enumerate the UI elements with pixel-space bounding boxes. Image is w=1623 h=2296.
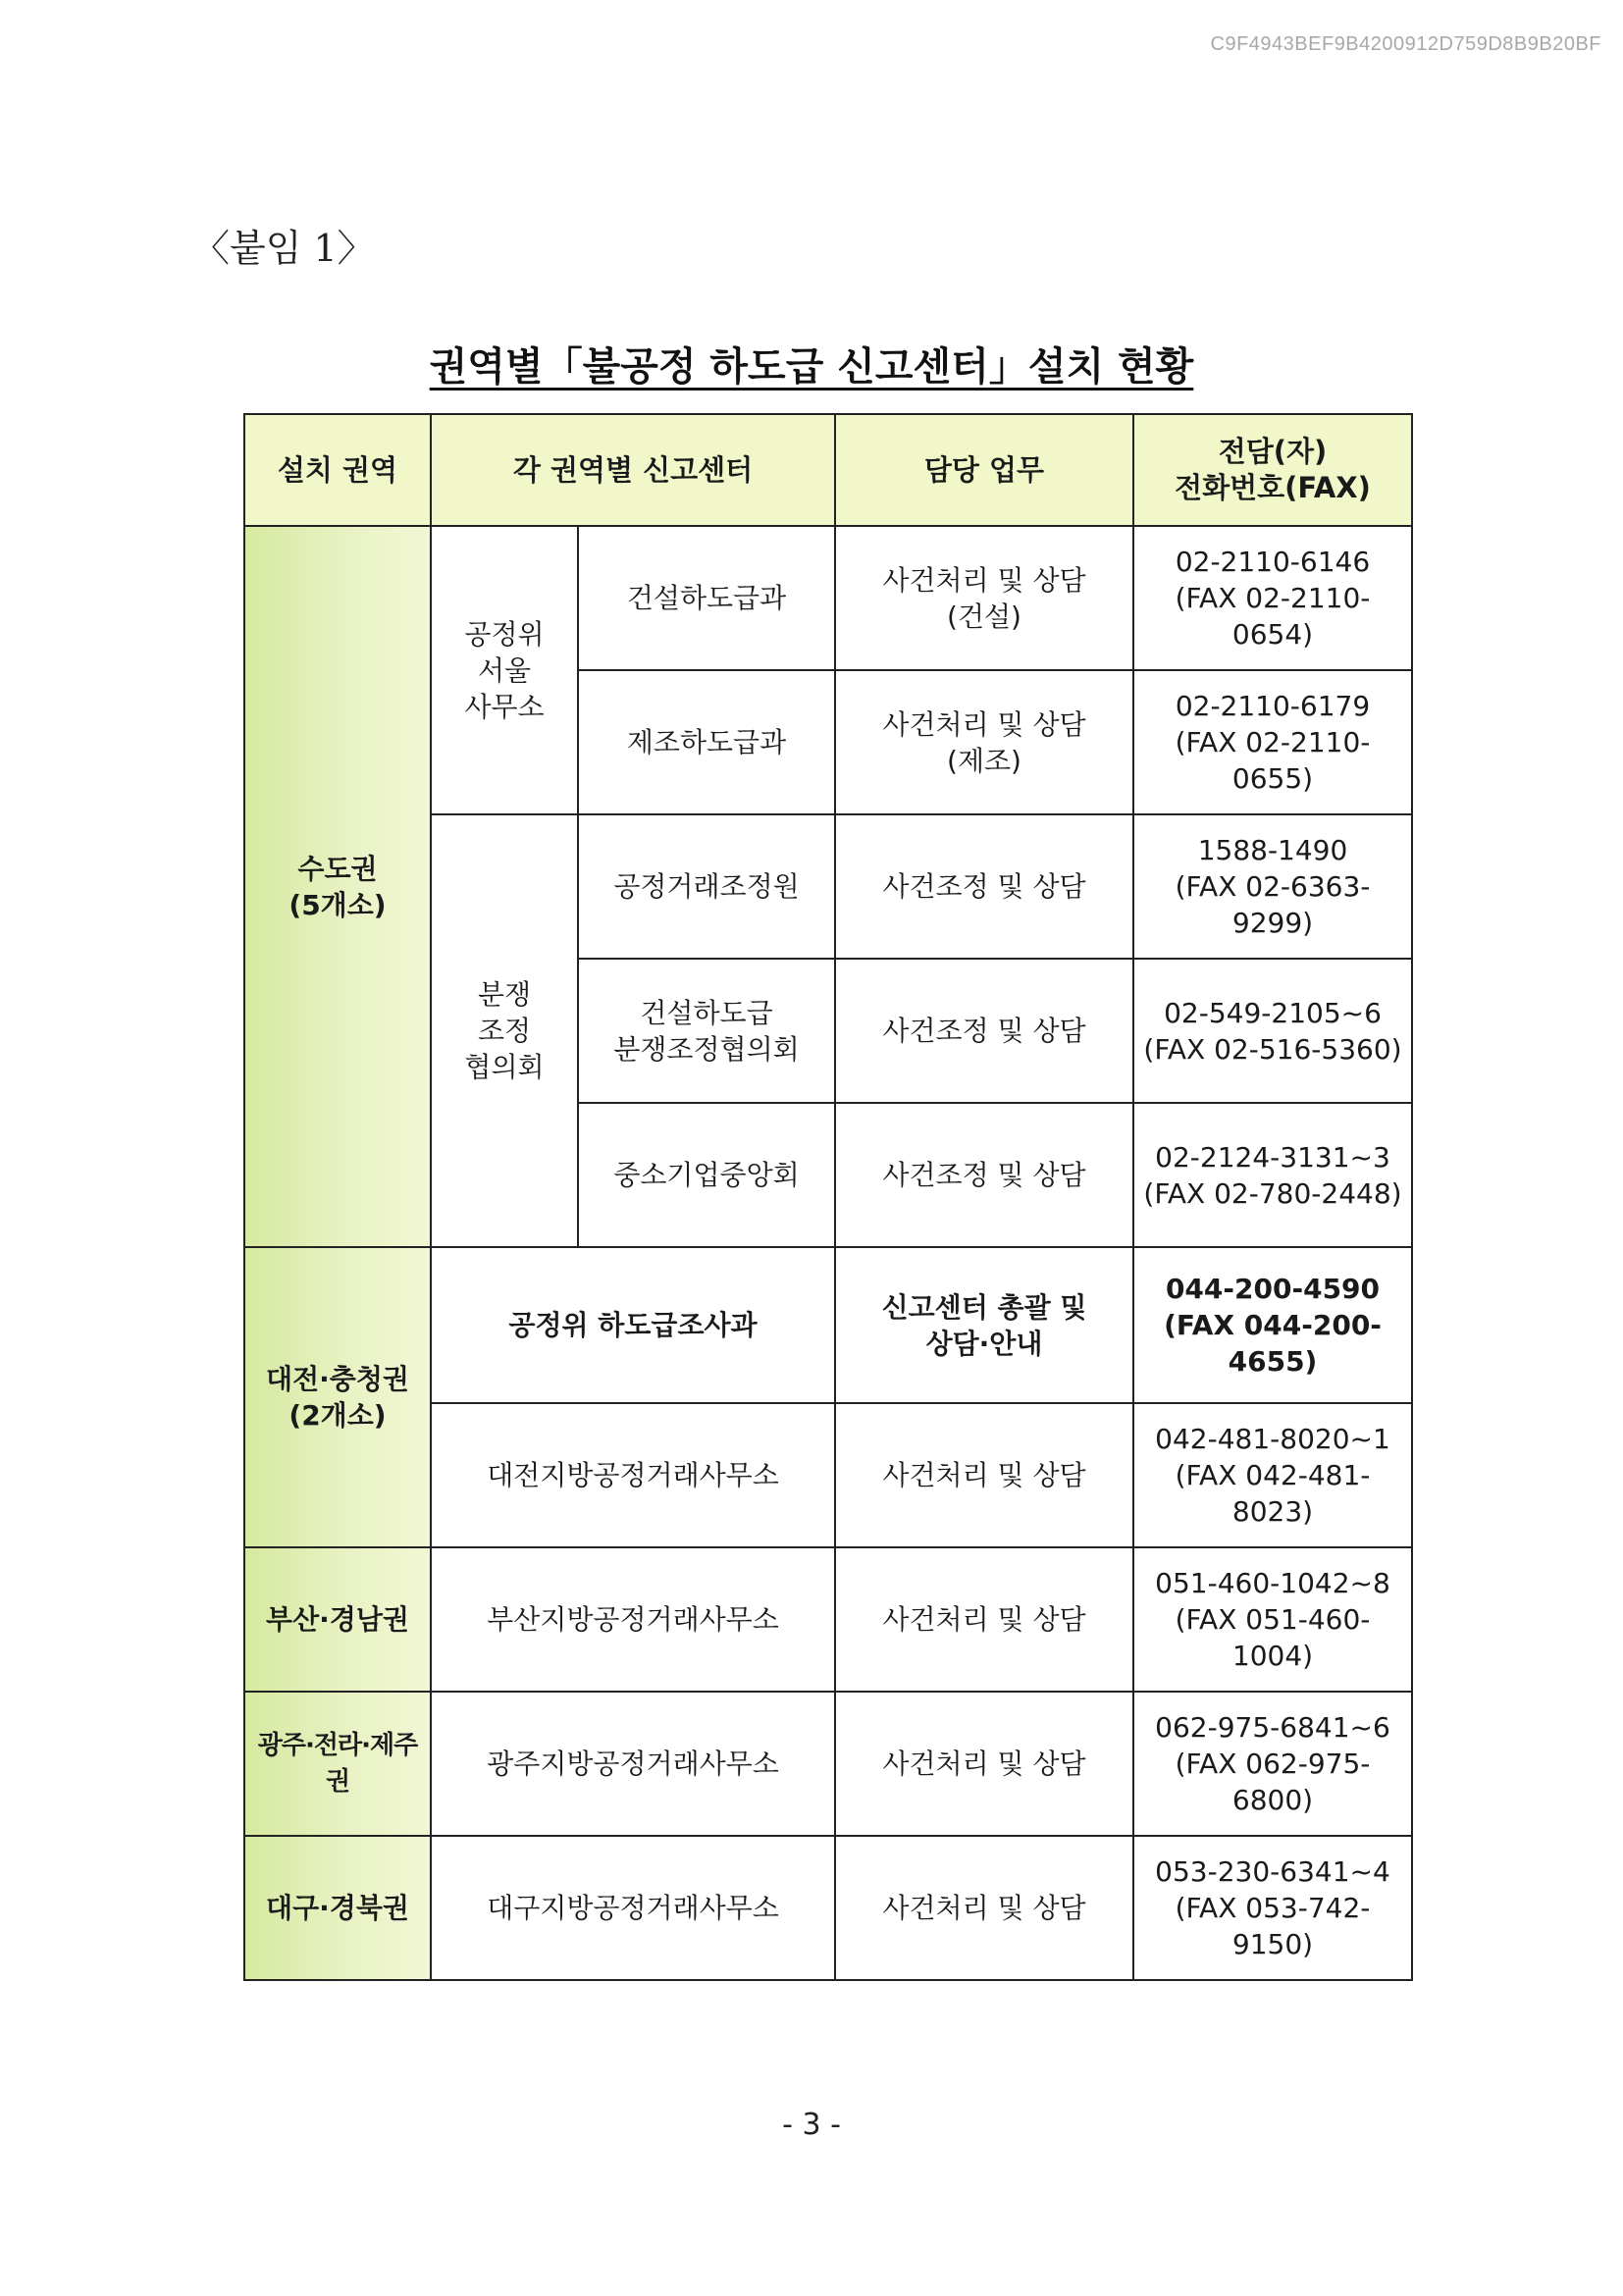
duty-cell: 사건처리 및 상담: [835, 1836, 1133, 1980]
table-row: [244, 1836, 1412, 1980]
attachment-label: 〈붙임 1〉: [192, 227, 375, 270]
center-name: 건설하도급과: [578, 526, 835, 670]
duty-cell: 사건처리 및 상담: [835, 1547, 1133, 1692]
center-name: 건설하도급 분쟁조정협의회: [578, 959, 835, 1103]
duty-cell: 사건처리 및 상담: [835, 1692, 1133, 1836]
table-row: [244, 1547, 1412, 1692]
duty-cell: 사건조정 및 상담: [835, 814, 1133, 959]
center-name: 제조하도급과: [578, 670, 835, 814]
duty-cell: 사건조정 및 상담: [835, 959, 1133, 1103]
center-name: 광주지방공정거래사무소: [431, 1692, 835, 1836]
table-row: [244, 1692, 1412, 1836]
table-row: [244, 1247, 1412, 1403]
header-region: 설치 권역: [244, 414, 431, 526]
center-name: 공정거래조정원: [578, 814, 835, 959]
phone-cell: 02-2110-6146 (FAX 02-2110-0654): [1133, 526, 1412, 670]
phone-cell: 053-230-6341~4 (FAX 053-742-9150): [1133, 1836, 1412, 1980]
subgroup-cell: 공정위 서울 사무소: [431, 526, 578, 814]
region-cell: 부산·경남권: [244, 1547, 431, 1692]
duty-cell: 사건처리 및 상담 (제조): [835, 670, 1133, 814]
phone-cell: 02-2110-6179 (FAX 02-2110-0655): [1133, 670, 1412, 814]
page-number: - 3 -: [782, 2108, 841, 2142]
report-center-table: [243, 413, 1413, 1981]
duty-cell: 사건처리 및 상담: [835, 1403, 1133, 1547]
phone-cell: 042-481-8020~1 (FAX 042-481-8023): [1133, 1403, 1412, 1547]
region-cell: 대구·경북권: [244, 1836, 431, 1980]
phone-cell: 02-2124-3131~3 (FAX 02-780-2448): [1133, 1103, 1412, 1247]
region-cell: 광주·전라·제주권: [244, 1692, 431, 1836]
duty-cell: 신고센터 총괄 및 상담·안내: [835, 1247, 1133, 1403]
phone-cell: 062-975-6841~6 (FAX 062-975-6800): [1133, 1692, 1412, 1836]
subgroup-cell: 분쟁 조정 협의회: [431, 814, 578, 1247]
header-phone: 전담(자) 전화번호(FAX): [1133, 414, 1412, 526]
center-name: 대전지방공정거래사무소: [431, 1403, 835, 1547]
header-center: 각 권역별 신고센터: [431, 414, 835, 526]
duty-cell: 사건처리 및 상담 (건설): [835, 526, 1133, 670]
header-row: [244, 414, 1412, 526]
center-name: 공정위 하도급조사과: [431, 1247, 835, 1403]
duty-cell: 사건조정 및 상담: [835, 1103, 1133, 1247]
phone-cell: 044-200-4590 (FAX 044-200-4655): [1133, 1247, 1412, 1403]
phone-cell: 02-549-2105~6 (FAX 02-516-5360): [1133, 959, 1412, 1103]
center-name: 부산지방공정거래사무소: [431, 1547, 835, 1692]
document-id: C9F4943BEF9B4200912D759D8B9B20BF: [1210, 33, 1601, 55]
region-cell: 수도권 (5개소): [244, 526, 431, 1247]
phone-cell: 051-460-1042~8 (FAX 051-460-1004): [1133, 1547, 1412, 1692]
center-name: 중소기업중앙회: [578, 1103, 835, 1247]
header-duty: 담당 업무: [835, 414, 1133, 526]
phone-cell: 1588-1490 (FAX 02-6363-9299): [1133, 814, 1412, 959]
page-title: 권역별「불공정 하도급 신고센터」설치 현황: [429, 344, 1194, 390]
table-row: [244, 526, 1412, 670]
center-name: 대구지방공정거래사무소: [431, 1836, 835, 1980]
region-cell: 대전·충청권 (2개소): [244, 1247, 431, 1547]
